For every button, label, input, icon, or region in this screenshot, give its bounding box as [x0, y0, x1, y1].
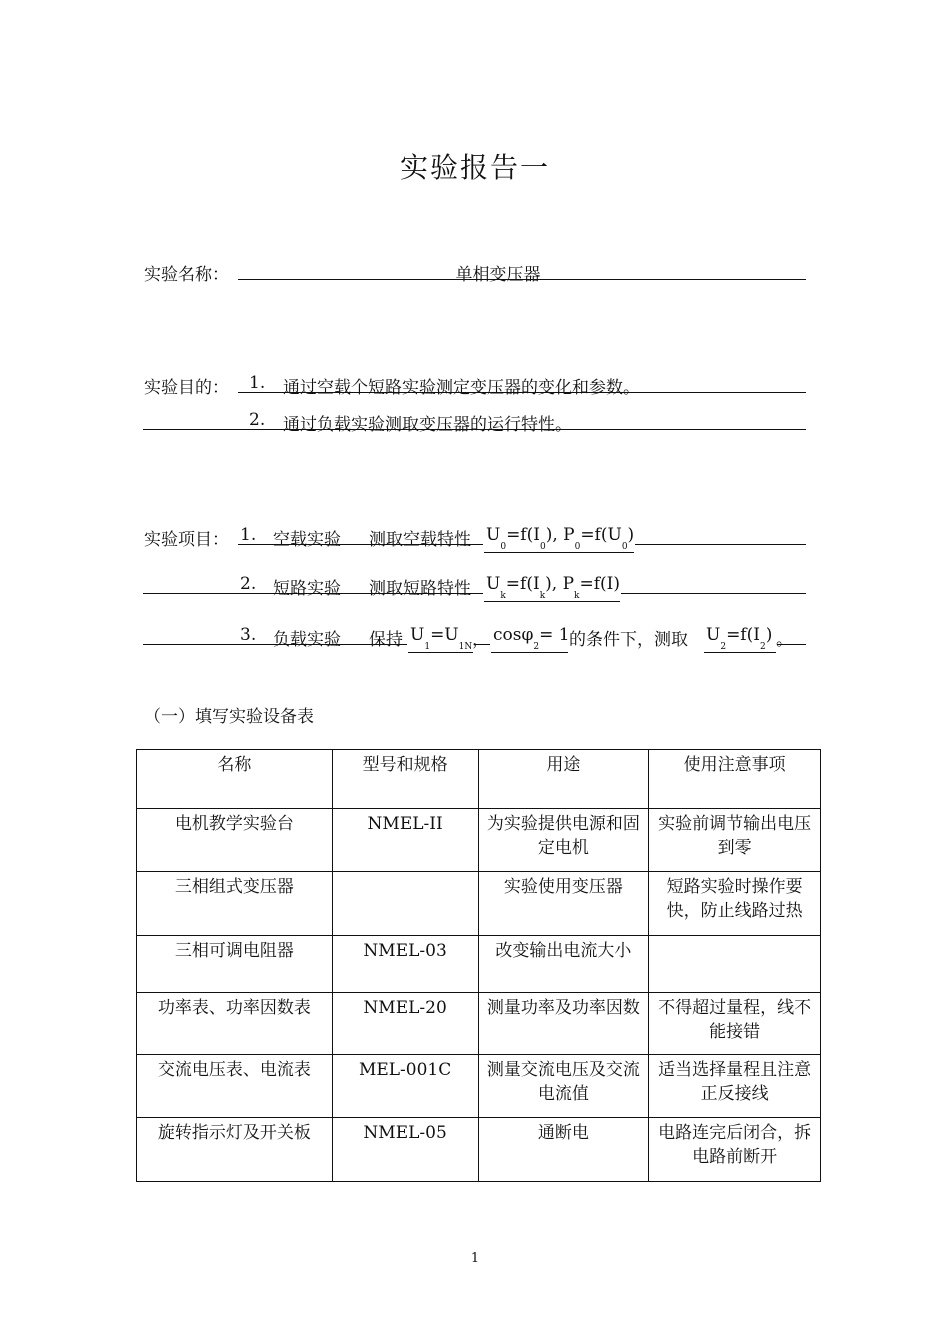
table-cell: NMEL-II [332, 809, 478, 872]
name-label: 实验名称： [144, 265, 229, 285]
table-cell: 不得超过量程，线不能接错 [649, 993, 821, 1055]
purpose-label: 实验目的： [144, 378, 229, 398]
table-row [137, 936, 821, 993]
name-value: 单相变压器 [455, 265, 541, 285]
page-number: 1 [470, 1251, 480, 1266]
table-cell: 功率表、功率因数表 [137, 993, 333, 1055]
table-row [137, 809, 821, 872]
header-cell: 名称 [137, 750, 333, 809]
item-3-desc: 保持 [369, 630, 403, 650]
table-cell: 短路实验时操作要快，防止线路过热 [649, 872, 821, 936]
table-cell [649, 936, 821, 993]
condition-text: 的条件下，测取 [569, 630, 688, 650]
purpose-item-2-num: 2. [249, 410, 266, 430]
table-cell: 实验使用变压器 [478, 872, 649, 936]
table-cell: MEL-001C [332, 1055, 478, 1118]
purpose-item-1-num: 1. [249, 373, 266, 393]
table-cell: 三相组式变压器 [137, 872, 333, 936]
table-cell: 为实验提供电源和固定电机 [478, 809, 649, 872]
table-cell: 交流电压表、电流表 [137, 1055, 333, 1118]
table-row [137, 872, 821, 936]
table-cell: 测量交流电压及交流电流值 [478, 1055, 649, 1118]
table-cell: 电路连完后闭合，拆电路前断开 [649, 1118, 821, 1182]
item-1-name: 空载实验 [273, 530, 341, 550]
condition-1: $U_1=U_{1N}$ [410, 625, 473, 652]
formula-1: $U_0=f(I_0)$, $P_0=f(U_0)$ [486, 525, 635, 552]
item-1-desc: 测取空载特性 [369, 530, 471, 550]
item-2-name: 短路实验 [273, 579, 341, 599]
table-cell: NMEL-20 [332, 993, 478, 1055]
item-3-num: 3. [240, 625, 257, 645]
header-cell: 型号和规格 [332, 750, 478, 809]
purpose-item-1-text: 通过空载个短路实验测定变压器的变化和参数。 [283, 378, 640, 398]
table-cell: 适当选择量程且注意正反接线 [649, 1055, 821, 1118]
table-cell: 三相可调电阻器 [137, 936, 333, 993]
table-cell: 通断电 [478, 1118, 649, 1182]
table-cell: 电机教学实验台 [137, 809, 333, 872]
item-2-underline-right [621, 574, 806, 594]
comma: ， [472, 630, 489, 650]
page-title: 实验报告一 [399, 151, 550, 184]
item-2-desc: 测取短路特性 [369, 579, 471, 599]
table-cell: 测量功率及功率因数 [478, 993, 649, 1055]
table-cell: NMEL-05 [332, 1118, 478, 1182]
table-header-row [137, 750, 821, 809]
end-period: 。 [776, 630, 793, 650]
measure-formula: $U_2=f(I_2)$ [706, 625, 773, 652]
table-cell [332, 872, 478, 936]
table-cell: 实验前调节输出电压到零 [649, 809, 821, 872]
item-3-name: 负载实验 [273, 630, 341, 650]
table-cell: 旋转指示灯及开关板 [137, 1118, 333, 1182]
section-heading: （一）填写实验设备表 [144, 707, 314, 727]
item-1-underline-right [635, 525, 806, 545]
condition-2: cosφ$_2$= 1 [493, 625, 570, 652]
table-row [137, 1118, 821, 1182]
formula-2: $U_k=f(I_k)$, $P_k=f(I)$ [486, 574, 621, 601]
table-row [137, 1055, 821, 1118]
purpose-item-2-text: 通过负载实验测取变压器的运行特性。 [283, 415, 572, 435]
table-row [137, 993, 821, 1055]
table-cell: NMEL-03 [332, 936, 478, 993]
header-cell: 用途 [478, 750, 649, 809]
items-label: 实验项目： [144, 530, 229, 550]
equipment-table [136, 749, 821, 1182]
header-cell: 使用注意事项 [649, 750, 821, 809]
item-2-num: 2. [240, 574, 257, 594]
table-cell: 改变输出电流大小 [478, 936, 649, 993]
item-1-num: 1. [240, 525, 257, 545]
